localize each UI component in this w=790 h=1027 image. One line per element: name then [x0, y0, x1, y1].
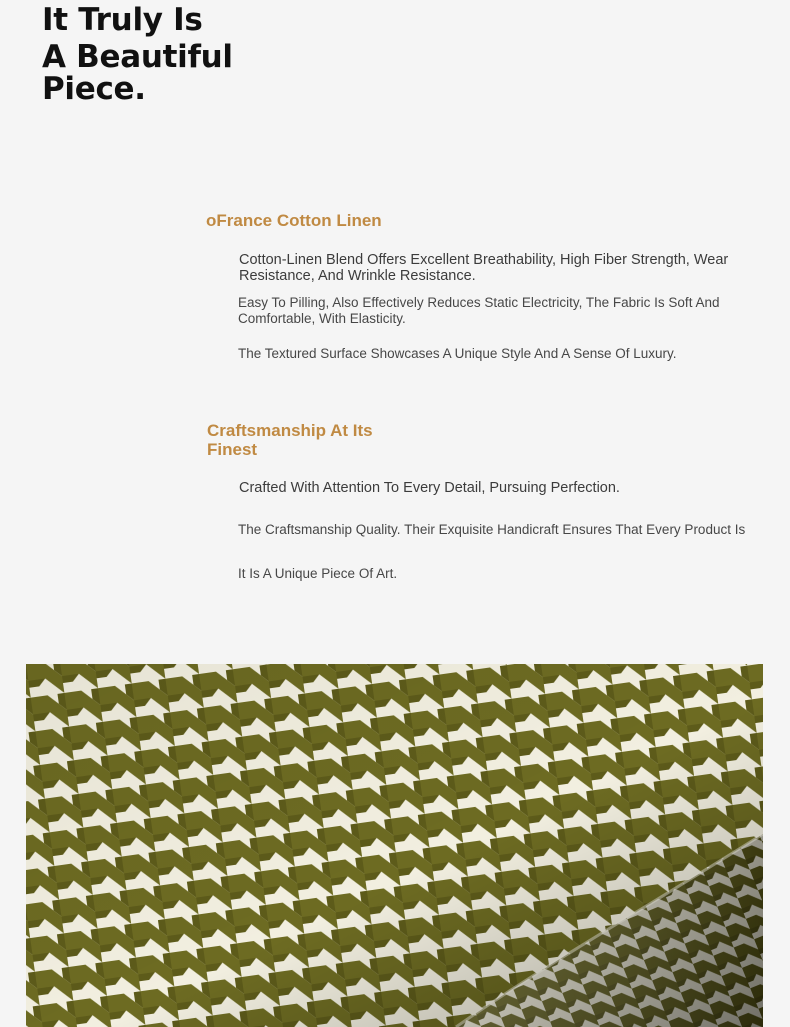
hero-line-1: It Truly Is — [42, 2, 203, 38]
section-1-lead: Cotton-Linen Blend Offers Excellent Breathability, High Fiber Strength, Wear Resistance, And Wrinkle Resistance. — [239, 252, 729, 284]
section-2-lead: Crafted With Attention To Every Detail, Pursuing Perfection. — [239, 480, 620, 496]
fabric-image — [26, 664, 763, 1027]
hero-line-3: Piece. — [42, 71, 146, 107]
section-1-paragraph-2: Easy To Pilling, Also Effectively Reduces Static Electricity, The Fabric Is Soft And Comfortable, With Elasticity. — [238, 295, 720, 326]
section-2-paragraph-2: The Craftsmanship Quality. Their Exquisite Handicraft Ensures That Every Product Is — [238, 522, 746, 537]
section-title-craftsmanship: Craftsmanship At Its Finest — [207, 421, 373, 459]
hero-heading — [42, 4, 282, 105]
houndstooth-fabric-photo — [26, 664, 763, 1027]
section-title-cotton-linen: oFrance Cotton Linen — [206, 211, 382, 230]
section-1-paragraph-3: The Textured Surface Showcases A Unique Style And A Sense Of Luxury. — [238, 346, 677, 361]
hero-line-2: A Beautiful — [42, 39, 233, 75]
section-2-paragraph-3: It Is A Unique Piece Of Art. — [238, 566, 398, 581]
